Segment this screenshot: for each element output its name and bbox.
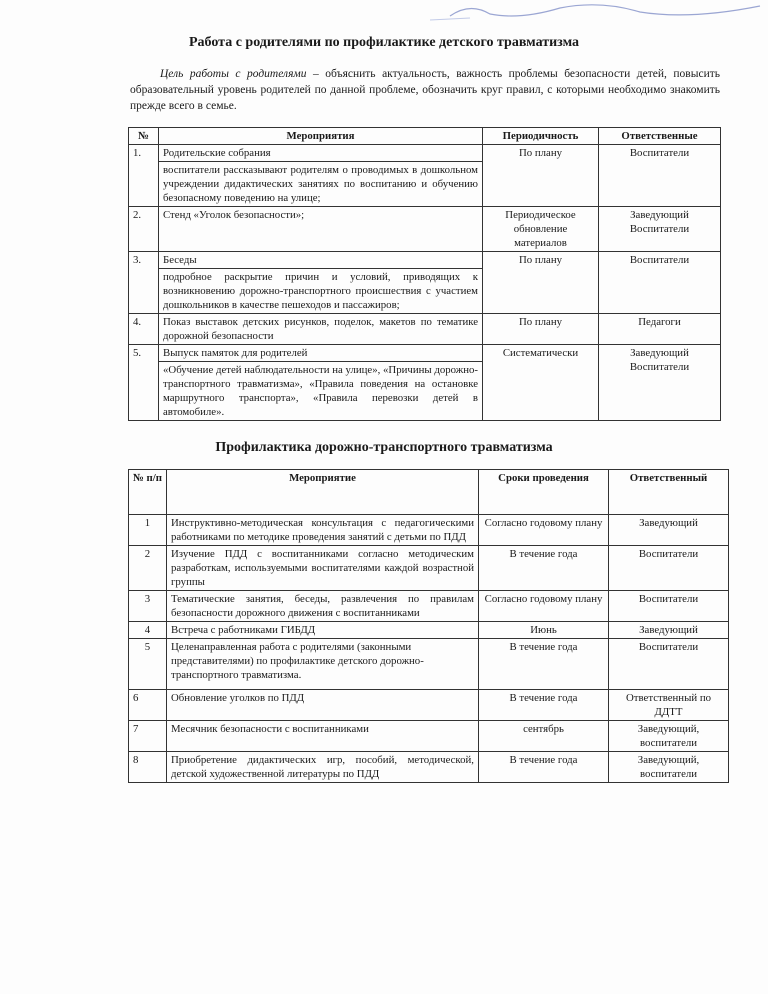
row-term: Согласно годовому плану [479,515,609,546]
table-row [129,622,729,639]
row-event: Обновление уголков по ПДД [167,690,479,721]
table-row [129,591,729,622]
row-num: 8 [129,752,167,783]
row-term: сентябрь [479,721,609,752]
intro-text: – объяснить актуальность, важность проблемы безопасности детей, повысить образовательный уровень родителей по данной проблеме, обозначить круг правил, с которыми необходимо знакомить прежде всего в семье. [130,68,720,112]
row-event: Приобретение дидактических игр, пособий, методической, детской художественной литературы по ПДД [167,752,479,783]
table-row [129,546,729,591]
row-event: Тематические занятия, беседы, развлечения по правилам безопасности дорожного движения с воспитанниками [167,591,479,622]
table-row [129,690,729,721]
page-title: Работа с родителями по профилактике детского травматизма [188,35,580,50]
row-period: Систематически [483,345,599,421]
header-responsible: Ответственный [609,470,729,515]
row-responsible: Заведующий [609,622,729,639]
row-num: 5 [129,639,167,690]
row-responsible: Воспитатели [599,145,721,207]
table-row [129,752,729,783]
row-responsible: Ответственный по ДДТТ [609,690,729,721]
row-responsible: Педагоги [599,314,721,345]
row-detail: воспитатели рассказывают родителям о проводимых в дошкольном учреждении дидактических занятиях по воспитанию и обучению безопасному поведению на улице; [159,162,483,207]
row-responsible: Воспитатели [599,252,721,314]
row-responsible: Воспитатели [609,591,729,622]
row-responsible: Заведующий Воспитатели [599,345,721,421]
row-event: Целенаправленная работа с родителями (законными представителями) по профилактике детского дорожно-транспортного травматизма. [167,639,479,690]
row-title: Показ выставок детских рисунков, поделок, макетов по тематике дорожной безопасности [159,314,483,345]
prevention-table [128,469,729,783]
row-title: Выпуск памяток для родителей [159,345,483,362]
row-responsible: Заведующий, воспитатели [609,752,729,783]
table-header-row [129,470,729,515]
row-num: 5. [129,345,159,362]
row-responsible: Заведующий Воспитатели [599,207,721,252]
table-row [129,639,729,690]
header-period: Периодичность [483,128,599,145]
row-event: Встреча с работниками ГИБДД [167,622,479,639]
table-row [129,345,721,362]
header-events: Мероприятия [159,128,483,145]
row-event: Месячник безопасности с воспитанниками [167,721,479,752]
row-title: Беседы [159,252,483,269]
row-event: Изучение ПДД с воспитанниками согласно методическим разработкам, используемыми воспитателями каждой возрастной группы [167,546,479,591]
table-row [129,314,721,345]
row-term: В течение года [479,752,609,783]
table-header-row [129,128,721,145]
row-responsible: Воспитатели [609,546,729,591]
row-detail: «Обучение детей наблюдательности на улице», «Причины дорожно-транспортного травматизма», «Правила поведения на остановке маршрутного транспорта», «Правила перевозки детей в автомобиле». [159,362,483,421]
row-term: В течение года [479,546,609,591]
table-row [129,515,729,546]
table-row [129,145,721,162]
row-num: 1 [129,515,167,546]
table-row [129,721,729,752]
row-period: По плану [483,252,599,314]
row-responsible: Заведующий [609,515,729,546]
row-num: 3 [129,591,167,622]
row-num: 3. [129,252,159,269]
row-num: 7 [129,721,167,752]
row-num: 6 [129,690,167,721]
row-term: Июнь [479,622,609,639]
row-num: 2. [129,207,159,252]
row-num: 1. [129,145,159,162]
row-term: Согласно годовому плану [479,591,609,622]
intro-lead: Цель работы с родителями [160,68,307,80]
header-responsible: Ответственные [599,128,721,145]
intro-paragraph [130,66,720,114]
header-num: № [129,128,159,145]
row-period: По плану [483,145,599,207]
header-event: Мероприятие [167,470,479,515]
header-num: № п/п [129,470,167,515]
table-row [129,207,721,252]
row-responsible: Воспитатели [609,639,729,690]
row-event: Инструктивно-методическая консультация с педагогическими работниками по методике проведения занятий с детьми по ПДД [167,515,479,546]
row-num: 2 [129,546,167,591]
row-term: В течение года [479,690,609,721]
row-num: 4 [129,622,167,639]
row-title: Родительские собрания [159,145,483,162]
section-subtitle: Профилактика дорожно-транспортного травматизма [215,440,553,455]
row-term: В течение года [479,639,609,690]
row-title: Стенд «Уголок безопасности»; [159,207,483,252]
row-responsible: Заведующий, воспитатели [609,721,729,752]
row-num: 4. [129,314,159,345]
row-period: По плану [483,314,599,345]
row-period: Периодическое обновление материалов [483,207,599,252]
row-detail: подробное раскрытие причин и условий, приводящих к возникновению дорожно-транспортного происшествия с участием дошкольников в качестве пешеходов и пассажиров; [159,269,483,314]
parents-work-table [128,127,721,421]
header-term: Сроки проведения [479,470,609,515]
table-row [129,252,721,269]
stamp-mark [430,0,768,22]
